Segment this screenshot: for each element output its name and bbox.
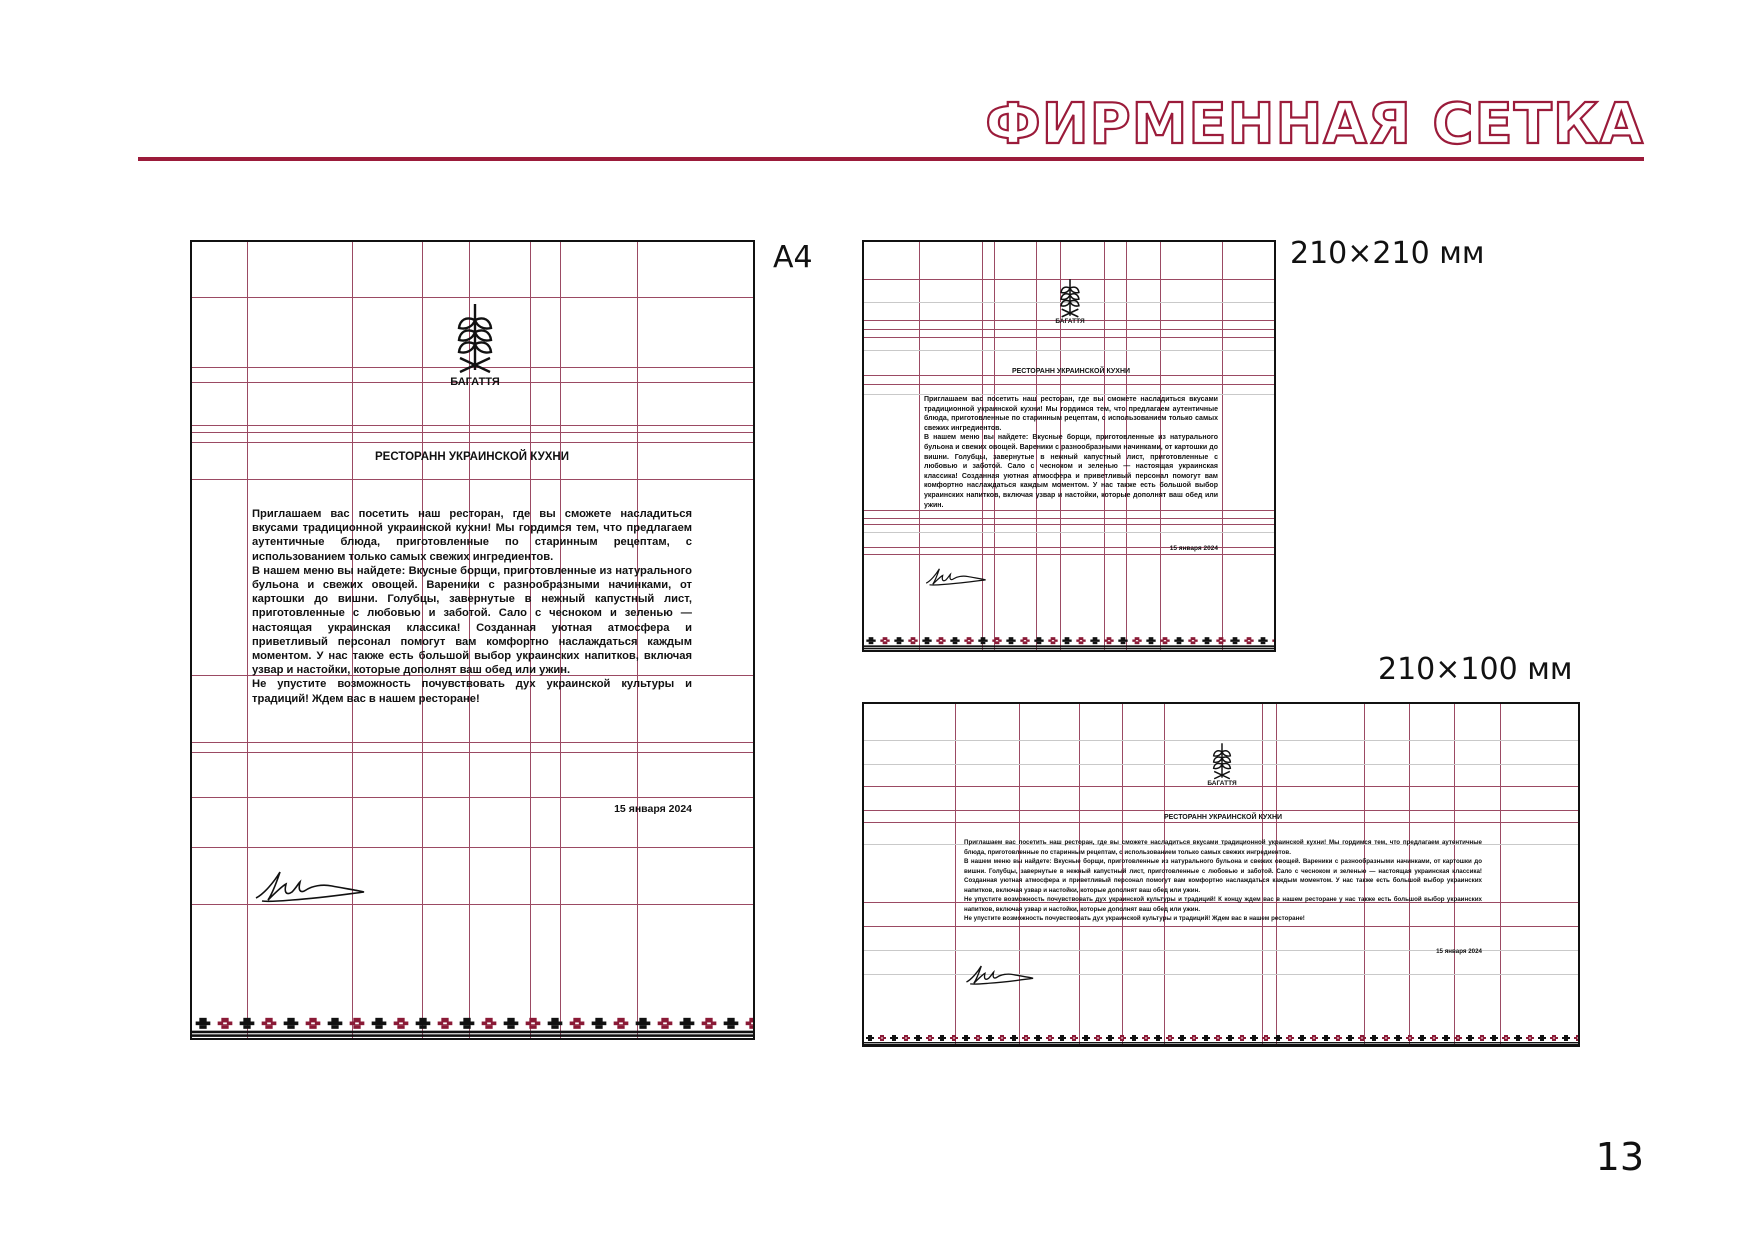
letter-paragraph: В нашем меню вы найдете: Вкусные борщи, приготовленные из натурального бульона и свежих овощей. Вареники с разнообразными начинками, от картошки до вишни. Голубцы, завернутые в нежный капустный лист, приготовленные с любовью и заботой. Сало с чесноком и зеленью — настоящая украинская классика! Созданная уютная атмосфера и приветливый персонал помогут вам комфортно наслаждаться каждым моментом. У нас также есть большой выбор украинских напитков, включая узвар и настойки, которые дополнят ваш обед или ужин. bbox=[964, 858, 1482, 894]
letter-body bbox=[252, 507, 692, 706]
grid-line bbox=[864, 384, 1274, 385]
grid-line bbox=[864, 532, 1274, 533]
letter-heading: РЕСТОРАНН УКРАИНСКОЙ КУХНИ bbox=[1163, 814, 1283, 821]
format-label-square: 210×210 мм bbox=[1290, 236, 1485, 271]
letter-paragraph: Не упустите возможность почувствовать дух украинской культуры и традиций! Ждем вас в нашем ресторане! bbox=[964, 915, 1305, 922]
wheat-ear-logo-icon bbox=[1210, 742, 1234, 780]
sheet-a4 bbox=[190, 240, 755, 1040]
letter-date: 15 января 2024 bbox=[1169, 545, 1218, 552]
format-label-wide: 210×100 мм bbox=[1378, 652, 1573, 687]
grid-line bbox=[864, 926, 1578, 927]
embroidery-ornament-border bbox=[864, 1033, 1578, 1045]
page-number: 13 bbox=[1595, 1135, 1644, 1179]
title-underline bbox=[138, 157, 1644, 161]
letter-paragraph: Не упустите возможность почувствовать дух украинской культуры и традиций! К концу ждем вас в нашем ресторане у нас также есть большой выбор украинских напитков, включая узвар и настойки, которые дополнят ваш обед или ужин. bbox=[964, 896, 1482, 913]
grid-line bbox=[864, 375, 1274, 376]
grid-line bbox=[864, 329, 1274, 330]
grid-line bbox=[864, 518, 1274, 519]
wheat-ear-logo-icon bbox=[452, 302, 498, 374]
embroidery-ornament-border bbox=[192, 1016, 753, 1038]
grid-line bbox=[192, 742, 753, 743]
grid-line bbox=[864, 350, 1274, 351]
handwritten-signature bbox=[924, 564, 990, 593]
wheat-ear-logo-icon bbox=[1057, 278, 1083, 318]
grid-line bbox=[955, 704, 956, 1045]
grid-line bbox=[864, 510, 1274, 511]
brand-name: БАГАТТЯ bbox=[450, 376, 500, 388]
brand-logo bbox=[1197, 742, 1247, 787]
page-title: ФИРМЕННАЯ СЕТКА bbox=[985, 92, 1644, 157]
brand-logo bbox=[430, 302, 520, 388]
letter-body bbox=[924, 395, 1218, 510]
letter-heading: РЕСТОРАНН УКРАИНСКОЙ КУХНИ bbox=[1011, 368, 1131, 375]
format-label-a4: А4 bbox=[773, 240, 813, 275]
sheet-square bbox=[862, 240, 1276, 652]
letter-paragraph: Приглашаем вас посетить наш ресторан, где вы сможете насладиться вкусами традиционной украинской кухни! Мы гордимся тем, что предлагаем аутентичные блюда, приготовленные по старинным рецептам, с использованием только самых свежих ингредиентов. bbox=[964, 839, 1482, 856]
letter-date: 15 января 2024 bbox=[614, 803, 692, 815]
brand-name: БАГАТТЯ bbox=[1055, 318, 1085, 325]
grid-line bbox=[864, 740, 1578, 741]
letter-paragraph: Не упустите возможность почувствовать дух украинской культуры и традиций! Ждем вас в нашем ресторане! bbox=[252, 678, 692, 705]
handwritten-signature bbox=[252, 864, 372, 911]
handwritten-signature bbox=[964, 960, 1038, 993]
grid-line bbox=[192, 297, 753, 298]
grid-line bbox=[247, 242, 248, 1038]
brand-name: БАГАТТЯ bbox=[1207, 780, 1237, 787]
grid-line bbox=[864, 822, 1578, 823]
grid-line bbox=[192, 442, 753, 443]
grid-line bbox=[192, 425, 753, 426]
letter-paragraph: Приглашаем вас посетить наш ресторан, где вы сможете насладиться вкусами традиционной украинской кухни! Мы гордимся тем, что предлагаем аутентичные блюда, приготовленные по старинным рецептам, с использованием только самых свежих ингредиентов. bbox=[924, 396, 1218, 432]
grid-line bbox=[864, 810, 1578, 811]
grid-line bbox=[192, 752, 753, 753]
grid-line bbox=[1500, 704, 1501, 1045]
sheet-wide bbox=[862, 702, 1580, 1047]
letter-body bbox=[964, 838, 1482, 924]
letter-paragraph: В нашем меню вы найдете: Вкусные борщи, приготовленные из натурального бульона и свежих овощей. Вареники с разнообразными начинками, от картошки до вишни. Голубцы, завернутые в нежный капустный лист, приготовленные с любовью и заботой. Сало с чесноком и зеленью — настоящая украинская классика! Созданная уютная атмосфера и приветливый персонал помогут вам комфортно наслаждаться каждым моментом. У нас также есть большой выбор украинских напитков, включая узвар и настойки, которые дополнят ваш обед или ужин. bbox=[924, 434, 1218, 509]
grid-line bbox=[864, 337, 1274, 338]
brand-logo bbox=[1045, 278, 1095, 325]
letter-heading: РЕСТОРАНН УКРАИНСКОЙ КУХНИ bbox=[375, 451, 569, 463]
grid-line bbox=[192, 432, 753, 433]
grid-line bbox=[864, 554, 1274, 555]
grid-line bbox=[192, 847, 753, 848]
letter-paragraph: Приглашаем вас посетить наш ресторан, где вы сможете насладиться вкусами традиционной украинской кухни! Мы гордимся тем, что предлагаем аутентичные блюда, приготовленные по старинным рецептам, с использованием только самых свежих ингредиентов. bbox=[252, 508, 692, 563]
grid-line bbox=[1222, 242, 1223, 650]
grid-line bbox=[192, 797, 753, 798]
letter-date: 15 января 2024 bbox=[1436, 948, 1482, 955]
letter-paragraph: В нашем меню вы найдете: Вкусные борщи, приготовленные из натурального бульона и свежих овощей. Вареники с разнообразными начинками, от картошки до вишни. Голубцы, завернутые в нежный капустный лист, приготовленные с любовью и заботой. Сало с чесноком и зеленью — настоящая украинская классика! Созданная уютная атмосфера и приветливый персонал помогут вам комфортно наслаждаться каждым моментом. У нас также есть большой выбор украинских напитков, включая узвар и настойки, которые дополнят ваш обед или ужин. bbox=[252, 564, 692, 677]
grid-line bbox=[919, 242, 920, 650]
grid-line bbox=[864, 524, 1274, 525]
embroidery-ornament-border bbox=[864, 636, 1274, 650]
grid-line bbox=[192, 479, 753, 480]
